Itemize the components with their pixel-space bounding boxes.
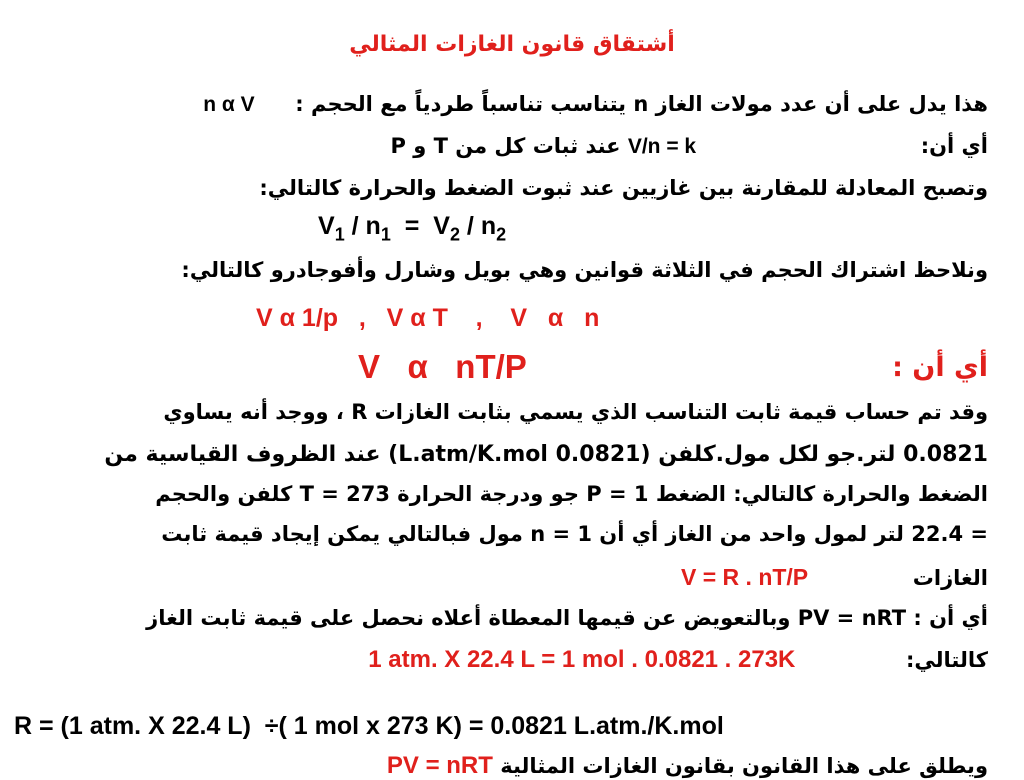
gas-constant-line [681,564,988,591]
result-line [892,352,988,383]
eq-n1: / n [351,212,381,240]
eq-sub-4: 2 [496,224,507,245]
comparison-line: وتصبح المعادلة للمقارنة بين غازيين عند ثبوت الضغط والحرارة كالتالي: [259,176,988,200]
gas-constant-formula: V = R . nT/P [680,564,809,590]
constant-line [390,134,988,159]
para-line-3: الضغط والحرارة كالتالي: الضغط P = 1 جو ودرجة الحرارة T = 273 كلفن والحجم [155,482,988,506]
substitution-line: أي أن : PV = nRT وبالتعويض عن قيمها المعطاة أعلاه نحصل على قيمة ثابت الغاز [146,606,988,630]
eq-sub-3: 2 [449,224,460,245]
laws-intro-line: ونلاحظ اشتراك الحجم في الثلاثة قوانين وهي بويل وشارل وأفوجادرو كالتالي: [181,258,988,282]
page-title: أشتقاق قانون الغازات المثالي [349,32,675,57]
eq-sub-1: 1 [334,224,345,245]
ideal-gas-law-text: ويطلق على هذا القانون بقانون الغازات المثالية [500,754,988,778]
r-value-line: R = (1 atm. X 22.4 L) ÷( 1 mol x 273 K) = 0.0821 L.atm./K.mol [14,712,724,740]
constant-text: عند ثبات كل من T و P [390,134,621,158]
result-formula: V α nT/P [358,348,527,385]
gas-laws-formulas: V α 1/p , V α T , V α n [256,304,600,332]
eq-n2: / n [466,212,497,240]
para-line-4: = 22.4 لتر لمول واحد من الغاز أي أن n = 1 مول فبالتالي يمكن إيجاد قيمة ثابت [161,522,988,546]
eq-v2: V [433,212,450,240]
calc-line [368,646,988,674]
para-line-1: وقد تم حساب قيمة ثابت التناسب الذي يسمي بثابت الغازات R ، ووجد أنه يساوي [163,400,988,424]
calc-formula: 1 atm. X 22.4 L = 1 mol . 0.0821 . 273K [368,646,796,673]
result-lead: أي أن : [892,352,988,383]
eq-v1: V [318,212,335,240]
constant-formula: V/n = k [627,135,697,158]
eq-sub-2: 1 [380,224,391,245]
proportional-formula: n α V [203,93,255,116]
proportional-text: هذا يدل على أن عدد مولات الغاز n يتناسب تناسباً طردياً مع الحجم : [295,92,988,116]
constant-lead: أي أن: [920,134,988,158]
calc-text: كالتالي: [906,648,988,672]
para-line-2: 0.0821 لتر.جو لكل مول.كلفن (0.0821 L.atm/K.mol) عند الظروف القياسية من [104,442,988,467]
comparison-equation [318,212,506,245]
gas-constant-text: الغازات [912,566,988,590]
ideal-gas-law-line [387,752,988,780]
proportional-line [203,92,988,117]
eq-equals: = [404,212,420,240]
ideal-gas-law-formula: PV = nRT [386,752,493,779]
